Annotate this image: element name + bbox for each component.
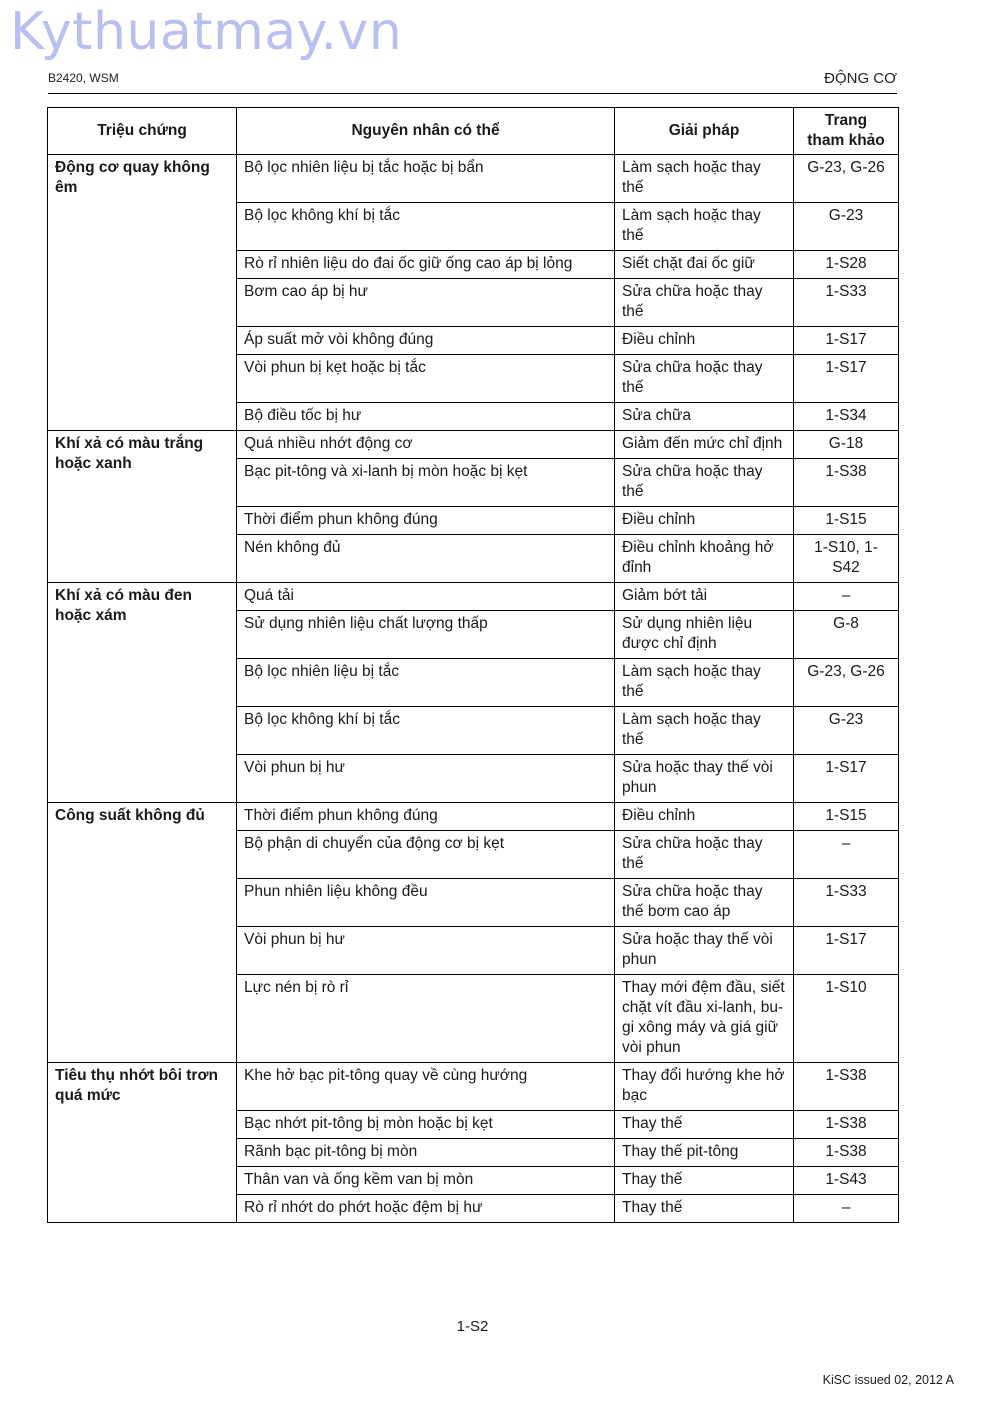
table-row xyxy=(48,155,899,203)
reference-cell: 1-S43 xyxy=(794,1167,899,1195)
cause-cell: Bộ lọc nhiên liệu bị tắc hoặc bị bẩn xyxy=(237,155,615,203)
cause-cell: Quá tải xyxy=(237,583,615,611)
solution-cell: Thay thế xyxy=(615,1111,794,1139)
col-header-reference: Trang tham khảo xyxy=(794,108,899,155)
reference-cell: 1-S38 xyxy=(794,1111,899,1139)
reference-cell: 1-S38 xyxy=(794,459,899,507)
solution-cell: Làm sạch hoặc thay thế xyxy=(615,155,794,203)
table-row xyxy=(48,583,899,611)
reference-cell: – xyxy=(794,831,899,879)
cause-cell: Nén không đủ xyxy=(237,535,615,583)
solution-cell: Làm sạch hoặc thay thế xyxy=(615,659,794,707)
reference-cell: – xyxy=(794,583,899,611)
symptom-cell: Động cơ quay không êm xyxy=(48,155,237,431)
cause-cell: Thời điểm phun không đúng xyxy=(237,803,615,831)
reference-cell: 1-S33 xyxy=(794,879,899,927)
solution-cell: Sửa hoặc thay thế vòi phun xyxy=(615,755,794,803)
cause-cell: Khe hở bạc pit-tông quay về cùng hướng xyxy=(237,1063,615,1111)
watermark: Kythuatmay.vn xyxy=(10,2,403,62)
cause-cell: Bộ phận di chuyển của động cơ bị kẹt xyxy=(237,831,615,879)
symptom-cell: Công suất không đủ xyxy=(48,803,237,1063)
solution-cell: Thay mới đệm đầu, siết chặt vít đầu xi-lanh, bu-gi xông máy và giá giữ vòi phun xyxy=(615,975,794,1063)
cause-cell: Bộ lọc nhiên liệu bị tắc xyxy=(237,659,615,707)
reference-cell: 1-S17 xyxy=(794,327,899,355)
cause-cell: Bộ điều tốc bị hư xyxy=(237,403,615,431)
reference-cell: G-23, G-26 xyxy=(794,659,899,707)
col-header-cause: Nguyên nhân có thể xyxy=(237,108,615,155)
cause-cell: Vòi phun bị hư xyxy=(237,755,615,803)
reference-cell: 1-S38 xyxy=(794,1063,899,1111)
table-row xyxy=(48,803,899,831)
cause-cell: Rãnh bạc pit-tông bị mòn xyxy=(237,1139,615,1167)
cause-cell: Vòi phun bị hư xyxy=(237,927,615,975)
solution-cell: Giảm bớt tải xyxy=(615,583,794,611)
col-header-solution: Giải pháp xyxy=(615,108,794,155)
cause-cell: Thời điểm phun không đúng xyxy=(237,507,615,535)
table-header-row xyxy=(48,108,899,155)
section-title: ĐỘNG CƠ xyxy=(824,70,897,87)
solution-cell: Sửa hoặc thay thế vòi phun xyxy=(615,927,794,975)
solution-cell: Sửa chữa hoặc thay thế xyxy=(615,355,794,403)
table-body xyxy=(48,155,899,1223)
header-rule xyxy=(48,93,897,94)
troubleshooting-table xyxy=(47,107,899,1223)
solution-cell: Điều chỉnh xyxy=(615,327,794,355)
reference-cell: 1-S10 xyxy=(794,975,899,1063)
reference-cell: – xyxy=(794,1195,899,1223)
cause-cell: Lực nén bị rò rỉ xyxy=(237,975,615,1063)
issued-note: KiSC issued 02, 2012 A xyxy=(822,1373,954,1387)
doc-code: B2420, WSM xyxy=(48,71,119,85)
reference-cell: 1-S10, 1-S42 xyxy=(794,535,899,583)
solution-cell: Điều chỉnh xyxy=(615,507,794,535)
cause-cell: Phun nhiên liệu không đều xyxy=(237,879,615,927)
cause-cell: Áp suất mở vòi không đúng xyxy=(237,327,615,355)
cause-cell: Bạc nhớt pit-tông bị mòn hoặc bị kẹt xyxy=(237,1111,615,1139)
reference-cell: 1-S15 xyxy=(794,803,899,831)
cause-cell: Quá nhiều nhớt động cơ xyxy=(237,431,615,459)
cause-cell: Sử dụng nhiên liệu chất lượng thấp xyxy=(237,611,615,659)
reference-cell: 1-S15 xyxy=(794,507,899,535)
solution-cell: Làm sạch hoặc thay thế xyxy=(615,707,794,755)
solution-cell: Sửa chữa hoặc thay thế xyxy=(615,279,794,327)
cause-cell: Bạc pit-tông và xi-lanh bị mòn hoặc bị kẹt xyxy=(237,459,615,507)
solution-cell: Thay thế xyxy=(615,1195,794,1223)
solution-cell: Sửa chữa hoặc thay thế xyxy=(615,831,794,879)
solution-cell: Siết chặt đai ốc giữ xyxy=(615,251,794,279)
solution-cell: Thay thế pit-tông xyxy=(615,1139,794,1167)
solution-cell: Thay thế xyxy=(615,1167,794,1195)
cause-cell: Thân van và ống kềm van bị mòn xyxy=(237,1167,615,1195)
table-row xyxy=(48,431,899,459)
reference-cell: 1-S33 xyxy=(794,279,899,327)
symptom-cell: Khí xả có màu trắng hoặc xanh xyxy=(48,431,237,583)
cause-cell: Bơm cao áp bị hư xyxy=(237,279,615,327)
page-number: 1-S2 xyxy=(456,1318,489,1335)
solution-cell: Giảm đến mức chỉ định xyxy=(615,431,794,459)
reference-cell: 1-S34 xyxy=(794,403,899,431)
reference-cell: 1-S28 xyxy=(794,251,899,279)
symptom-cell: Khí xả có màu đen hoặc xám xyxy=(48,583,237,803)
solution-cell: Sử dụng nhiên liệu được chỉ định xyxy=(615,611,794,659)
reference-cell: G-23 xyxy=(794,707,899,755)
symptom-cell: Tiêu thụ nhớt bôi trơn quá mức xyxy=(48,1063,237,1223)
cause-cell: Vòi phun bị kẹt hoặc bị tắc xyxy=(237,355,615,403)
reference-cell: 1-S17 xyxy=(794,755,899,803)
reference-cell: G-8 xyxy=(794,611,899,659)
solution-cell: Làm sạch hoặc thay thế xyxy=(615,203,794,251)
solution-cell: Sửa chữa hoặc thay thế bơm cao áp xyxy=(615,879,794,927)
reference-cell: G-23, G-26 xyxy=(794,155,899,203)
reference-cell: 1-S38 xyxy=(794,1139,899,1167)
table-row xyxy=(48,1063,899,1111)
cause-cell: Bộ lọc không khí bị tắc xyxy=(237,203,615,251)
col-header-symptom: Triệu chứng xyxy=(48,108,237,155)
solution-cell: Thay đổi hướng khe hở bạc xyxy=(615,1063,794,1111)
solution-cell: Sửa chữa hoặc thay thế xyxy=(615,459,794,507)
cause-cell: Bộ lọc không khí bị tắc xyxy=(237,707,615,755)
cause-cell: Rò rỉ nhớt do phớt hoặc đệm bị hư xyxy=(237,1195,615,1223)
solution-cell: Điều chỉnh xyxy=(615,803,794,831)
reference-cell: 1-S17 xyxy=(794,927,899,975)
cause-cell: Rò rỉ nhiên liệu do đai ốc giữ ống cao áp bị lỏng xyxy=(237,251,615,279)
reference-cell: G-23 xyxy=(794,203,899,251)
solution-cell: Điều chỉnh khoảng hở đỉnh xyxy=(615,535,794,583)
solution-cell: Sửa chữa xyxy=(615,403,794,431)
reference-cell: G-18 xyxy=(794,431,899,459)
reference-cell: 1-S17 xyxy=(794,355,899,403)
